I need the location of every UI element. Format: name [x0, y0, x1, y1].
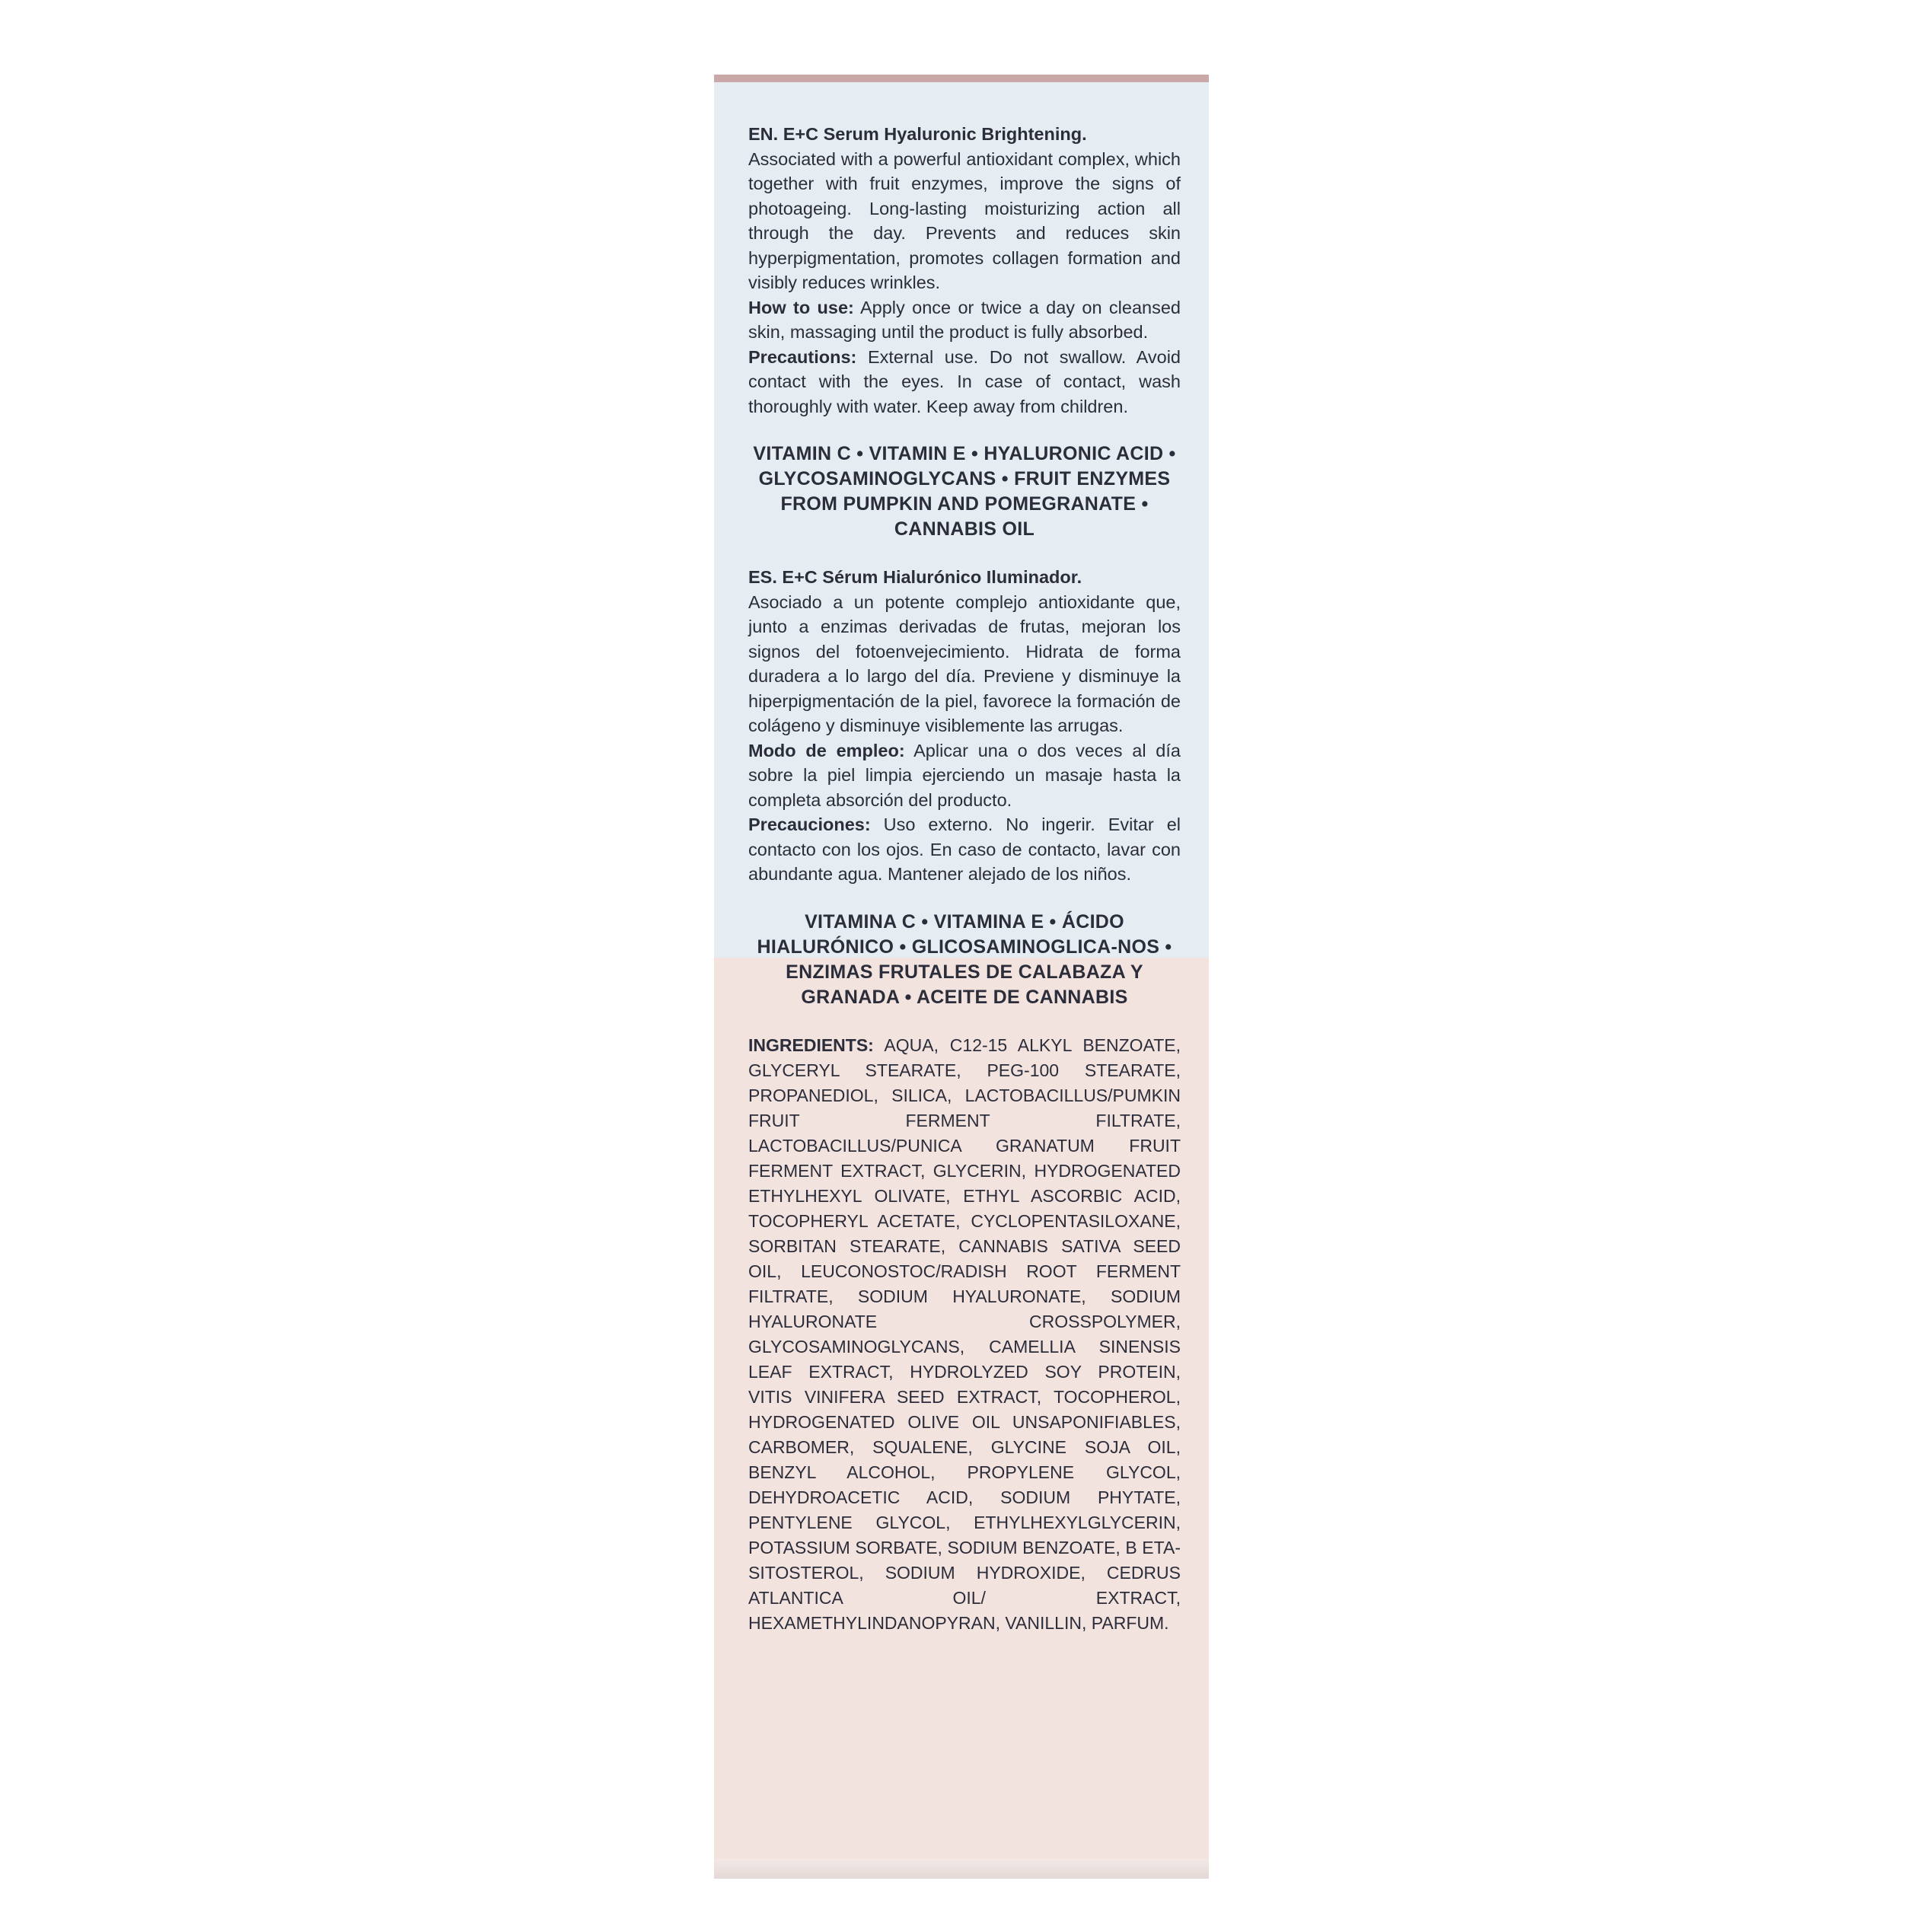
en-description: Associated with a powerful antioxidant complex, which together with fruit enzymes, improve the signs of photoageing. Long-lasting moisturizing action all through the day. Prevents and reduces skin hyperpigmentation, promotes collagen formation and visibly reduces wrinkles. — [748, 148, 1181, 292]
es-description-block — [748, 565, 1181, 887]
es-precautions-label: Precauciones: — [748, 815, 871, 834]
en-how-to-use-label: How to use: — [748, 297, 854, 317]
ingredients-label: INGREDIENTS: — [748, 1035, 874, 1055]
es-claims: VITAMINA C • VITAMINA E • ÁCIDO HIALURÓNICO • GLICOSAMINOGLICA-NOS • ENZIMAS FRUTALES DE CALABAZA Y GRANADA • ACEITE DE CANNABIS — [757, 910, 1172, 1008]
ingredients-text: AQUA, C12-15 ALKYL BENZOATE, GLYCERYL STEARATE, PEG-100 STEARATE, PROPANEDIOL, SILICA, LACTOBACILLUS/PUMKIN FRUIT FERMENT FILTRATE, LACTOBACILLUS/PUNICA GRANATUM FRUIT FERMENT EXTRACT, GLYCERIN, HYDROGENATED ETHYLHEXYL OLIVATE, ETHYL ASCORBIC ACID, TOCOPHERYL ACETATE, CYCLOPENTASILOXANE, SORBITAN STEARATE, CANNABIS SATIVA SEED OIL, LEUCONOSTOC/RADISH ROOT FERMENT FILTRATE, SODIUM HYALURONATE, SODIUM HYALURONATE CROSSPOLYMER, GLYCOSAMINOGLYCANS, CAMELLIA SINENSIS LEAF EXTRACT, HYDROLYZED SOY PROTEIN, VITIS VINIFERA SEED EXTRACT, TOCOPHEROL, HYDROGENATED OLIVE OIL UNSAPONIFIABLES, CARBOMER, SQUALENE, GLYCINE SOJA OIL, BENZYL ALCOHOL, PROPYLENE GLYCOL, DEHYDROACETIC ACID, SODIUM PHYTATE, PENTYLENE GLYCOL, ETHYLHEXYLGLYCERIN, POTASSIUM SORBATE, SODIUM BENZOATE, B ETA-SITOSTEROL, SODIUM HYDROXIDE, CEDRUS ATLANTICA OIL/ EXTRACT, HEXAMETHYLINDANOPYRAN, VANILLIN, PARFUM. — [748, 1035, 1181, 1633]
box-bottom-edge — [714, 1859, 1209, 1879]
en-description-block — [748, 122, 1181, 419]
en-precautions-label: Precautions: — [748, 346, 857, 367]
product-box-side-panel — [714, 75, 1209, 1879]
es-how-to-use-text: Aplicar una o dos veces al día sobre la piel limpia ejerciendo un masaje hasta la completa absorción del producto. — [748, 740, 1181, 810]
en-how-to-use-text: Apply once or twice a day on cleansed skin, massaging until the product is fully absorbed. — [748, 297, 1181, 342]
ingredients-list — [748, 1033, 1181, 1636]
es-title: ES. E+C Sérum Hialurónico Iluminador. — [748, 567, 1082, 587]
es-how-to-use-label: Modo de empleo: — [748, 740, 905, 760]
es-description: Asociado a un potente complejo antioxidante que, junto a enzimas derivadas de frutas, mejoran los signos del fotoenvejecimiento. Hidrata de forma duradera a lo largo del día. Previene y disminuye la hiperpigmentación de la piel, favorece la formación de colágeno y disminuye visiblemente las arrugas. — [748, 591, 1181, 735]
es-precautions-text: Uso externo. No ingerir. Evitar el contacto con los ojos. En caso de contacto, lavar con abundante agua. Mantener alejado de los niños. — [748, 815, 1181, 884]
en-title: EN. E+C Serum Hyaluronic Brightening. — [748, 124, 1087, 144]
en-precautions-text: External use. Do not swallow. Avoid contact with the eyes. In case of contact, wash thoroughly with water. Keep away from children. — [748, 346, 1181, 416]
panel-text — [748, 122, 1181, 1636]
en-claims: VITAMIN C • VITAMIN E • HYALURONIC ACID • GLYCOSAMINOGLYCANS • FRUIT ENZYMES FROM PUMPKIN AND POMEGRANATE • CANNABIS OIL — [753, 443, 1176, 540]
